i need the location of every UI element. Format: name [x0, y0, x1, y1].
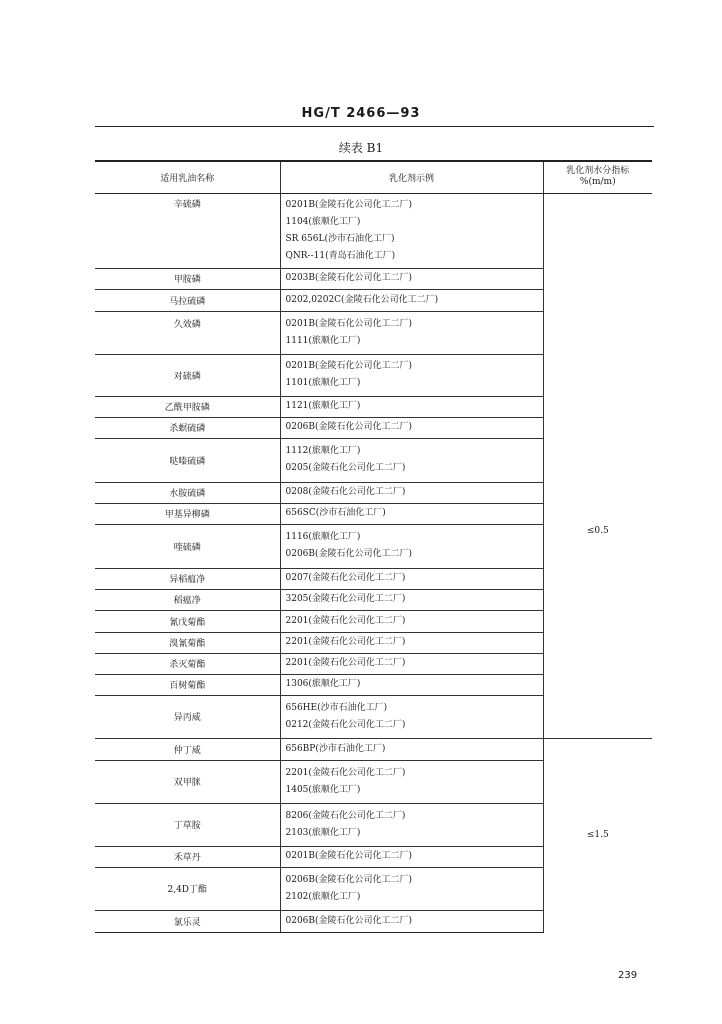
- emulsifier-examples: [280, 846, 543, 867]
- example-line: 0206B(金陵石化公司化工二厂): [285, 422, 413, 432]
- example-line: 656BP(沙市石油化工厂): [285, 743, 386, 754]
- col-header-examples: 乳化剂示例: [280, 161, 543, 193]
- example-line: 0207(金陵石化公司化工二厂): [285, 573, 406, 583]
- example-line: 0206B(金陵石化公司化工二厂): [285, 549, 413, 559]
- emulsion-name: 稻瘟净: [95, 589, 280, 610]
- emulsion-name: 异稻瘟净: [95, 568, 280, 589]
- emulsifier-table: [95, 160, 652, 933]
- emulsion-name: 仲丁威: [95, 738, 280, 760]
- indicator-header-line2: %(m/m): [579, 177, 616, 188]
- emulsion-name: 甲基异柳磷: [95, 503, 280, 524]
- example-line: 0212(金陵石化公司化工二厂): [285, 719, 406, 730]
- emulsifier-examples: [280, 738, 543, 760]
- example-line: SR 656L(沙市石油化工厂): [285, 233, 395, 244]
- example-line: 1121(旅顺化工厂): [285, 401, 361, 411]
- emulsifier-examples: [280, 417, 543, 438]
- emulsion-name: 禾草丹: [95, 846, 280, 867]
- example-line: 0201B(金陵石化公司化工二厂): [285, 851, 413, 861]
- emulsion-name: 双甲脒: [95, 760, 280, 803]
- example-line: 2102(旅顺化工厂): [285, 891, 361, 902]
- emulsion-name: 氰戊菊酯: [95, 610, 280, 632]
- example-line: 2201(金陵石化公司化工二厂): [285, 615, 406, 626]
- example-line: 8206(金陵石化公司化工二厂): [285, 810, 406, 821]
- example-line: 0201B(金陵石化公司化工二厂): [285, 318, 413, 329]
- emulsifier-examples: [280, 396, 543, 417]
- example-line: 1116(旅顺化工厂): [285, 532, 361, 542]
- emulsion-name: 哒嗪硫磷: [95, 438, 280, 482]
- emulsifier-examples: [280, 354, 543, 396]
- example-line: 0206B(金陵石化公司化工二厂): [285, 915, 413, 926]
- example-line: 1112(旅顺化工厂): [285, 446, 361, 456]
- emulsion-name: 百树菊酯: [95, 674, 280, 695]
- example-line: 1104(旅顺化工厂): [285, 216, 361, 227]
- emulsifier-examples: [280, 311, 543, 354]
- example-line: 2103(旅顺化工厂): [285, 827, 361, 838]
- emulsion-name: 久效磷: [95, 311, 280, 354]
- table-row: [95, 193, 652, 268]
- emulsion-name: 溴氰菊酯: [95, 632, 280, 653]
- example-line: 3205(金陵石化公司化工二厂): [285, 594, 406, 604]
- emulsifier-examples: [280, 867, 543, 910]
- col-header-name: 适用乳油名称: [95, 161, 280, 193]
- indicator-group-1: ≤0.5: [543, 193, 652, 738]
- emulsion-name: 乙酰甲胺磷: [95, 396, 280, 417]
- emulsifier-examples: [280, 438, 543, 482]
- example-line: QNR--11(青岛石油化工厂): [285, 250, 396, 261]
- example-line: 0206B(金陵石化公司化工二厂): [285, 874, 413, 885]
- standard-code-header: HG/T 2466—93: [301, 106, 421, 121]
- emulsion-name: 对硫磷: [95, 354, 280, 396]
- example-line: 1101(旅顺化工厂): [285, 378, 361, 388]
- example-line: 2201(金陵石化公司化工二厂): [285, 637, 406, 647]
- emulsifier-examples: [280, 674, 543, 695]
- emulsion-name: 喹硫磷: [95, 524, 280, 568]
- example-line: 0202,0202C(金陵石化公司化工二厂): [285, 294, 439, 305]
- emulsifier-examples: [280, 289, 543, 311]
- emulsifier-examples: [280, 482, 543, 503]
- emulsifier-examples: [280, 695, 543, 738]
- emulsion-name: 辛硫磷: [173, 199, 201, 210]
- header-rule: [95, 126, 654, 127]
- example-line: 1306(旅顺化工厂): [285, 679, 361, 689]
- emulsifier-examples: [280, 503, 543, 524]
- indicator-group-2: ≤1.5: [543, 738, 652, 932]
- example-line: 656SC(沙市石油化工厂): [285, 508, 386, 518]
- example-line: 0208(金陵石化公司化工二厂): [285, 487, 406, 497]
- emulsifier-examples: [280, 910, 543, 932]
- emulsion-name: 杀灭菊酯: [95, 653, 280, 674]
- emulsifier-examples: [280, 568, 543, 589]
- example-line: 0201B(金陵石化公司化工二厂): [285, 361, 413, 371]
- emulsifier-examples: [280, 632, 543, 653]
- emulsifier-examples: [280, 610, 543, 632]
- emulsifier-examples: [280, 524, 543, 568]
- emulsion-name: 杀螟硫磷: [95, 417, 280, 438]
- emulsion-name: 马拉硫磷: [95, 289, 280, 311]
- example-line: 2201(金陵石化公司化工二厂): [285, 767, 406, 778]
- example-line: 0201B(金陵石化公司化工二厂): [285, 199, 413, 210]
- example-line: 1405(旅顺化工厂): [285, 784, 361, 795]
- table-caption: 续表 B1: [338, 141, 384, 155]
- example-line: 2201(金陵石化公司化工二厂): [285, 658, 406, 668]
- emulsion-name: 2,4D丁酯: [95, 867, 280, 910]
- example-line: 0205(金陵石化公司化工二厂): [285, 463, 406, 473]
- emulsifier-examples: [280, 193, 543, 268]
- example-line: 0203B(金陵石化公司化工二厂): [285, 273, 413, 283]
- emulsifier-examples: [280, 589, 543, 610]
- table-header-row: [95, 161, 652, 193]
- example-line: 1111(旅顺化工厂): [285, 335, 361, 346]
- col-header-indicator: [543, 161, 652, 193]
- emulsifier-examples: [280, 760, 543, 803]
- emulsifier-examples: [280, 803, 543, 846]
- page-number: 239: [618, 970, 638, 981]
- emulsion-name: 异丙威: [95, 695, 280, 738]
- emulsion-name: 水胺硫磷: [95, 482, 280, 503]
- example-line: 656HE(沙市石油化工厂): [285, 702, 388, 713]
- emulsifier-examples: [280, 653, 543, 674]
- emulsifier-examples: [280, 268, 543, 289]
- emulsion-name: 氯乐灵: [95, 910, 280, 932]
- table-row: [95, 738, 652, 760]
- emulsion-name: 甲胺磷: [95, 268, 280, 289]
- emulsion-name: 丁草胺: [95, 803, 280, 846]
- indicator-header-line1: 乳化剂水分指标: [566, 166, 630, 177]
